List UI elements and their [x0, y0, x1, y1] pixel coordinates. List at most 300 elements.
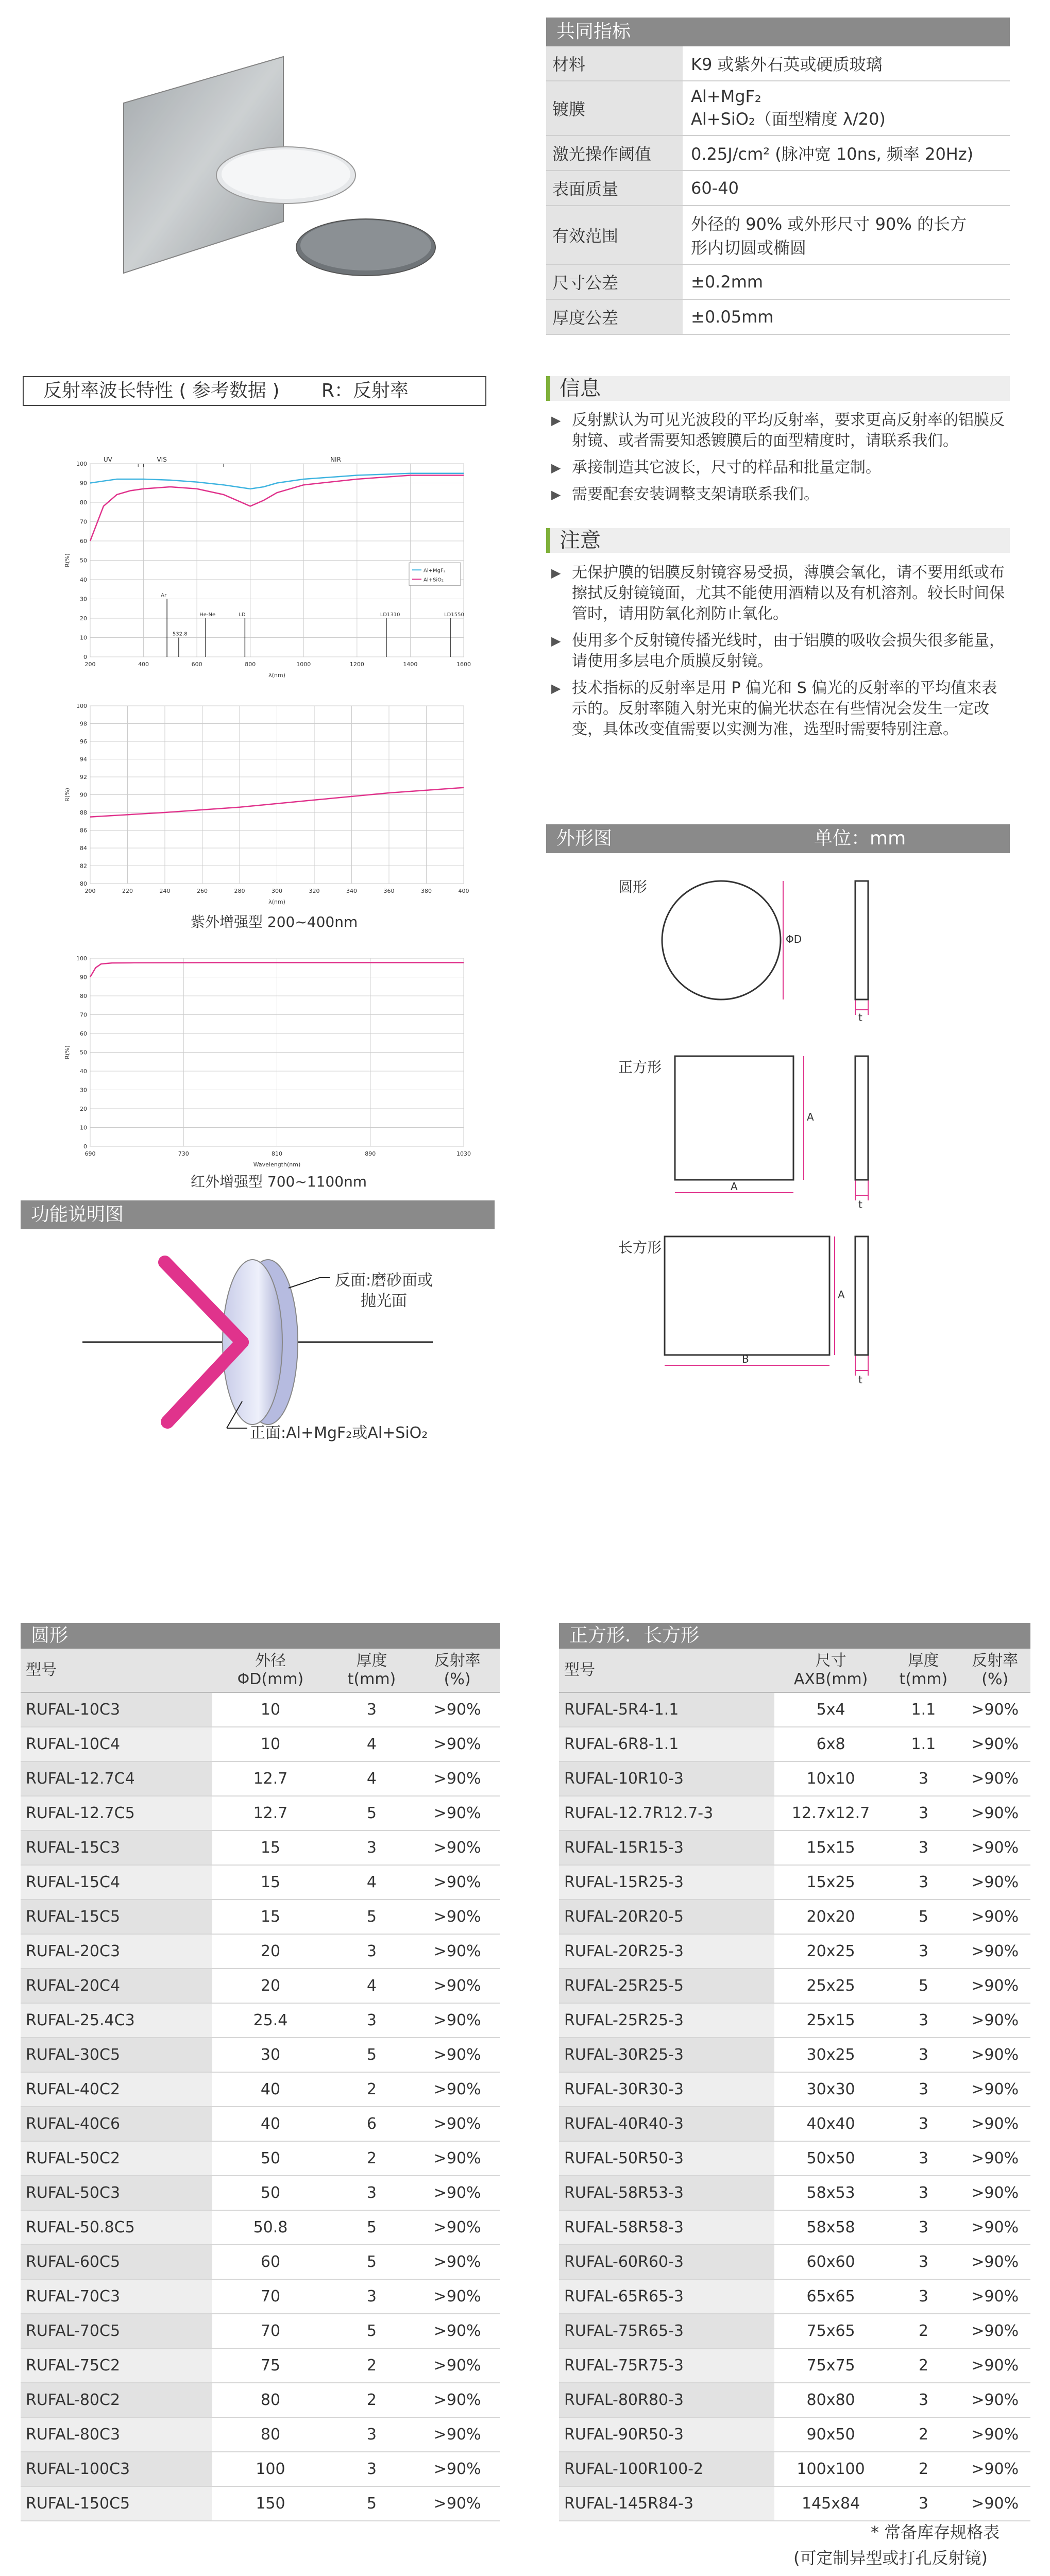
table-row	[559, 1831, 1030, 1865]
table-cell: 145x84	[774, 2486, 888, 2521]
table-cell: >90%	[959, 2314, 1030, 2348]
spec-value	[683, 206, 1010, 264]
spec-table	[546, 46, 1010, 335]
table-cell: >90%	[959, 2176, 1030, 2210]
table-cell: 20x25	[774, 1934, 888, 1969]
table-row	[559, 2210, 1030, 2245]
table-cell: 3	[887, 1831, 959, 1865]
table-cell: 15	[212, 1865, 328, 1900]
table-row	[559, 2038, 1030, 2072]
table-cell: 100	[212, 2452, 328, 2486]
table-cell: RUFAL-70C3	[21, 2279, 212, 2314]
x-tick-label: 1400	[403, 661, 418, 668]
x-axis-label: λ(nm)	[268, 899, 285, 905]
shape-header	[546, 824, 1010, 853]
reflectance-title-box	[23, 376, 486, 406]
table-cell: 100x100	[774, 2452, 888, 2486]
square-a-label: A	[807, 1111, 814, 1123]
table-header: 型号	[21, 1649, 212, 1692]
table-cell: 25.4	[212, 2003, 328, 2038]
table-cell: 75x75	[774, 2348, 888, 2383]
table-cell: 5	[329, 2486, 415, 2521]
table-cell: 5	[329, 2210, 415, 2245]
table-cell: >90%	[959, 2141, 1030, 2176]
y-tick-label: 94	[80, 756, 87, 763]
table-cell: RUFAL-15C3	[21, 1831, 212, 1865]
laser-label: Ar	[161, 592, 167, 599]
y-tick-label: 80	[80, 993, 87, 999]
spec-row	[546, 136, 1010, 171]
table-cell: 20	[212, 1969, 328, 2003]
table-cell: RUFAL-20R25-3	[559, 1934, 774, 1969]
table-row	[21, 2348, 500, 2383]
table-cell: 3	[887, 2245, 959, 2279]
table-cell: >90%	[959, 1831, 1030, 1865]
table-row	[559, 1900, 1030, 1934]
table-cell: 58x53	[774, 2176, 888, 2210]
y-axis-label: R(%)	[64, 553, 71, 567]
table-cell: RUFAL-15R15-3	[559, 1831, 774, 1865]
legend-label: Al+SiO₂	[424, 577, 444, 583]
table-cell: >90%	[959, 2348, 1030, 2383]
table-row	[559, 2417, 1030, 2452]
table-cell: >90%	[415, 2038, 500, 2072]
laser-label: LD1310	[380, 612, 400, 618]
table-cell: 6x8	[774, 1727, 888, 1761]
reflectance-chart-ir	[62, 948, 474, 1170]
x-tick-label: 1000	[296, 661, 311, 668]
table-cell: 3	[329, 1831, 415, 1865]
laser-label: LD1550	[444, 612, 464, 618]
table-cell: 2	[887, 2314, 959, 2348]
table-cell: >90%	[415, 2417, 500, 2452]
x-tick-label: 240	[159, 888, 171, 894]
table-cell: 4	[329, 1969, 415, 2003]
x-tick-label: 340	[346, 888, 357, 894]
table-cell: RUFAL-12.7C4	[21, 1761, 212, 1796]
y-tick-label: 10	[80, 1124, 87, 1131]
table-cell: RUFAL-150C5	[21, 2486, 212, 2521]
table-cell: 70	[212, 2314, 328, 2348]
table-row	[21, 2486, 500, 2521]
shape-square-label: 正方形	[618, 1059, 662, 1076]
table-cell: 5x4	[774, 1692, 888, 1727]
table-cell: RUFAL-40R40-3	[559, 2107, 774, 2141]
table-cell: RUFAL-145R84-3	[559, 2486, 774, 2521]
table-cell: >90%	[959, 1727, 1030, 1761]
table-row	[21, 1761, 500, 1796]
table-cell: 3	[887, 1934, 959, 1969]
table-cell: 30x30	[774, 2072, 888, 2107]
table-cell: 5	[329, 2245, 415, 2279]
table-row	[559, 1865, 1030, 1900]
table-cell: >90%	[959, 2279, 1030, 2314]
function-back-label: 反面:磨砂面或	[335, 1272, 433, 1290]
spec-value	[683, 171, 1010, 205]
table-row	[559, 1692, 1030, 1727]
table-row	[559, 1761, 1030, 1796]
table-row	[559, 2348, 1030, 2383]
y-tick-label: 84	[80, 845, 87, 852]
table-cell: 20	[212, 1934, 328, 1969]
y-tick-label: 100	[76, 955, 87, 962]
table-row	[21, 1727, 500, 1761]
list-item: ▶ 使用多个反射镜传播光线时，由于铝膜的吸收会损失很多能量，请使用多层电介质膜反射镜。	[551, 631, 1010, 672]
x-tick-label: 1200	[349, 661, 364, 668]
table-cell: RUFAL-15R25-3	[559, 1865, 774, 1900]
table-cell: >90%	[415, 2452, 500, 2486]
table-row	[21, 2210, 500, 2245]
table-cell: RUFAL-10R10-3	[559, 1761, 774, 1796]
laser-label: He-Ne	[199, 612, 216, 618]
y-tick-label: 80	[80, 880, 87, 887]
table-cell: 30	[212, 2038, 328, 2072]
table-cell: 3	[887, 2141, 959, 2176]
y-tick-label: 88	[80, 809, 87, 816]
x-tick-label: 1030	[456, 1150, 471, 1157]
table-row	[21, 2038, 500, 2072]
table-cell: RUFAL-50C3	[21, 2176, 212, 2210]
square-note-2: (可定制异型或打孔反射镜)	[793, 2548, 988, 2568]
table-cell: >90%	[415, 1831, 500, 1865]
spec-value-line: 形内切圆或椭圆	[691, 238, 807, 258]
table-row	[559, 2107, 1030, 2141]
table-row	[559, 1969, 1030, 2003]
table-cell: 4	[329, 1761, 415, 1796]
table-cell: 60x60	[774, 2245, 888, 2279]
y-tick-label: 0	[83, 1143, 87, 1150]
y-tick-label: 40	[80, 577, 87, 583]
table-cell: 3	[887, 2003, 959, 2038]
y-tick-label: 92	[80, 774, 87, 781]
table-cell: 3	[329, 2452, 415, 2486]
spec-key: 材料	[546, 46, 683, 80]
x-tick-label: 200	[84, 888, 96, 894]
list-item: ▶ 技术指标的反射率是用 P 偏光和 S 偏光的反射率的平均值来表示的。反射率随入射光束的偏光状态在有些情况会发生一定改变，具体改变值需要以实测为准，选型时需要特别注意。	[551, 678, 1010, 740]
table-cell: 50	[212, 2141, 328, 2176]
table-cell: 3	[887, 1796, 959, 1831]
y-tick-label: 100	[76, 703, 87, 709]
table-cell: 15x15	[774, 1831, 888, 1865]
table-cell: >90%	[415, 2314, 500, 2348]
table-row	[21, 1865, 500, 1900]
table-cell: RUFAL-20C4	[21, 1969, 212, 2003]
table-cell: >90%	[959, 2452, 1030, 2486]
table-cell: RUFAL-12.7C5	[21, 1796, 212, 1831]
table-row	[21, 2314, 500, 2348]
spec-key: 有效范围	[546, 206, 683, 264]
table-row	[21, 2072, 500, 2107]
table-cell: 20x20	[774, 1900, 888, 1934]
x-tick-label: 810	[272, 1150, 282, 1157]
x-axis-label: λ(nm)	[268, 672, 285, 679]
table-row	[21, 2003, 500, 2038]
table-cell: RUFAL-15C5	[21, 1900, 212, 1934]
x-tick-label: 260	[197, 888, 208, 894]
spec-row	[546, 300, 1010, 335]
table-cell: >90%	[415, 1969, 500, 2003]
table-cell: >90%	[959, 1761, 1030, 1796]
table-cell: >90%	[415, 2210, 500, 2245]
table-cell: 5	[887, 1900, 959, 1934]
table-cell: >90%	[959, 2245, 1030, 2279]
table-row	[21, 1796, 500, 1831]
table-row	[21, 1692, 500, 1727]
table-cell: RUFAL-50.8C5	[21, 2210, 212, 2245]
table-cell: >90%	[959, 1934, 1030, 1969]
table-cell: 50.8	[212, 2210, 328, 2245]
function-front-label: 正面:Al+MgF₂或Al+SiO₂	[250, 1424, 428, 1442]
table-cell: 2	[329, 2383, 415, 2417]
table-row	[21, 1969, 500, 2003]
y-tick-label: 70	[80, 1011, 87, 1019]
table-cell: RUFAL-25R25-3	[559, 2003, 774, 2038]
table-cell: RUFAL-50C2	[21, 2141, 212, 2176]
reflectance-r-label: R：反射率	[321, 380, 409, 401]
table-cell: RUFAL-50R50-3	[559, 2141, 774, 2176]
list-item: ▶ 反射默认为可见光波段的平均反射率，要求更高反射率的铝膜反射镜、或者需要知悉镀膜后的面型精度时，请联系我们。	[551, 410, 1010, 451]
y-tick-label: 40	[80, 1068, 87, 1075]
y-tick-label: 60	[80, 538, 87, 545]
table-header: 型号	[559, 1649, 774, 1692]
x-tick-label: 690	[84, 1150, 96, 1157]
table-cell: >90%	[415, 2107, 500, 2141]
y-tick-label: 60	[80, 1030, 87, 1037]
table-cell: 2	[887, 2452, 959, 2486]
rect-a-label: A	[838, 1289, 845, 1301]
shape-rect-label: 长方形	[618, 1239, 662, 1256]
table-cell: >90%	[959, 1865, 1030, 1900]
table-cell: 3	[329, 1934, 415, 1969]
table-cell: 12.7	[212, 1796, 328, 1831]
table-cell: 2	[329, 2141, 415, 2176]
ir-chart-caption: 红外增强型 700~1100nm	[191, 1173, 367, 1190]
round-table-header: 圆形	[21, 1623, 500, 1649]
legend-label: Al+MgF₂	[424, 568, 446, 574]
reflectance-title: 反射率波长特性 ( 参考数据 )	[43, 380, 280, 401]
table-cell: RUFAL-60C5	[21, 2245, 212, 2279]
square-a-bottom-label: A	[731, 1180, 738, 1193]
x-tick-label: 200	[84, 661, 96, 668]
table-row	[559, 2452, 1030, 2486]
table-row	[559, 2141, 1030, 2176]
table-cell: RUFAL-58R53-3	[559, 2176, 774, 2210]
table-cell: >90%	[959, 1969, 1030, 2003]
table-cell: RUFAL-70C5	[21, 2314, 212, 2348]
table-cell: 75x65	[774, 2314, 888, 2348]
reflectance-chart-main	[62, 453, 474, 680]
table-cell: 12.7	[212, 1761, 328, 1796]
table-cell: >90%	[959, 2038, 1030, 2072]
table-header: 外径 ΦD(mm)	[212, 1649, 328, 1692]
y-tick-label: 82	[80, 862, 87, 870]
shape-title: 外形图	[556, 828, 613, 849]
y-tick-label: 50	[80, 1049, 87, 1056]
spec-value-line: 60-40	[691, 178, 739, 198]
x-tick-label: 730	[178, 1150, 189, 1157]
table-cell: 15	[212, 1831, 328, 1865]
circle-t-label: t	[858, 1011, 862, 1024]
table-cell: 3	[887, 1865, 959, 1900]
square-table-header: 正方形．长方形	[559, 1623, 1030, 1649]
spec-value-line: Al+MgF₂	[691, 87, 761, 106]
band-label: UV	[103, 456, 112, 463]
table-cell: 40	[212, 2072, 328, 2107]
shape-unit: 单位：mm	[814, 828, 906, 849]
x-tick-label: 890	[365, 1150, 376, 1157]
table-row	[21, 2279, 500, 2314]
table-cell: >90%	[959, 2072, 1030, 2107]
info-title: 信息	[546, 376, 1010, 401]
table-header: 反射率 (%)	[959, 1649, 1030, 1692]
table-cell: >90%	[415, 2141, 500, 2176]
table-cell: >90%	[415, 2279, 500, 2314]
table-row	[21, 1831, 500, 1865]
table-cell: RUFAL-75R65-3	[559, 2314, 774, 2348]
x-tick-label: 1600	[456, 661, 471, 668]
spec-row	[546, 46, 1010, 81]
x-tick-label: 280	[234, 888, 245, 894]
table-cell: >90%	[415, 1865, 500, 1900]
table-cell: 50	[212, 2176, 328, 2210]
y-tick-label: 0	[83, 654, 87, 660]
spec-key: 表面质量	[546, 171, 683, 205]
x-tick-label: 400	[138, 661, 149, 668]
spec-row	[546, 171, 1010, 206]
table-cell: 3	[887, 2383, 959, 2417]
table-cell: 2	[887, 2417, 959, 2452]
x-tick-label: 300	[272, 888, 282, 894]
table-cell: RUFAL-25.4C3	[21, 2003, 212, 2038]
band-label: NIR	[330, 456, 341, 463]
table-header: 厚度 t(mm)	[887, 1649, 959, 1692]
table-cell: RUFAL-80C3	[21, 2417, 212, 2452]
table-row	[559, 2003, 1030, 2038]
table-cell: 60	[212, 2245, 328, 2279]
spec-value-line: 外径的 90% 或外形尺寸 90% 的长方	[691, 214, 967, 234]
function-back-label-2: 抛光面	[361, 1292, 407, 1310]
spec-key: 尺寸公差	[546, 265, 683, 299]
list-item: ▶ 无保护膜的铝膜反射镜容易受损，薄膜会氧化，请不要用纸或布擦拭反射镜镜面，尤其不能使用酒精以及有机溶剂。较长时间保管时，请用防氧化剂防止氧化。	[551, 563, 1010, 624]
x-tick-label: 380	[421, 888, 432, 894]
table-cell: 15x25	[774, 1865, 888, 1900]
table-cell: RUFAL-75C2	[21, 2348, 212, 2383]
y-tick-label: 30	[80, 596, 87, 603]
y-tick-label: 10	[80, 634, 87, 641]
table-cell: 40x40	[774, 2107, 888, 2141]
table-cell: 30x25	[774, 2038, 888, 2072]
product-image	[103, 52, 474, 294]
table-cell: 150	[212, 2486, 328, 2521]
table-header: 厚度 t(mm)	[329, 1649, 415, 1692]
x-tick-label: 320	[309, 888, 320, 894]
table-cell: >90%	[959, 2210, 1030, 2245]
band-label: VIS	[157, 456, 167, 463]
table-cell: RUFAL-5R4-1.1	[559, 1692, 774, 1727]
table-cell: RUFAL-100C3	[21, 2452, 212, 2486]
table-row	[21, 2141, 500, 2176]
x-tick-label: 220	[122, 888, 133, 894]
spec-value-line: K9 或紫外石英或硬质玻璃	[691, 55, 883, 74]
table-cell: 40	[212, 2107, 328, 2141]
square-table	[559, 1649, 1030, 2521]
table-cell: >90%	[415, 2245, 500, 2279]
info-list	[551, 410, 1010, 511]
y-tick-label: 70	[80, 518, 87, 526]
table-row	[559, 1727, 1030, 1761]
table-cell: 3	[887, 2210, 959, 2245]
circle-phi-label: ΦD	[786, 933, 802, 945]
table-cell: 3	[329, 2176, 415, 2210]
table-cell: 10	[212, 1692, 328, 1727]
y-tick-label: 96	[80, 738, 87, 745]
y-tick-label: 30	[80, 1087, 87, 1094]
table-cell: RUFAL-80R80-3	[559, 2383, 774, 2417]
y-tick-label: 100	[76, 461, 87, 467]
table-cell: RUFAL-30C5	[21, 2038, 212, 2072]
table-cell: RUFAL-30R30-3	[559, 2072, 774, 2107]
table-cell: 3	[887, 2072, 959, 2107]
table-cell: >90%	[415, 1761, 500, 1796]
table-cell: 10x10	[774, 1761, 888, 1796]
table-cell: RUFAL-60R60-3	[559, 2245, 774, 2279]
spec-value	[683, 46, 1010, 80]
table-cell: 15	[212, 1900, 328, 1934]
table-cell: 50x50	[774, 2141, 888, 2176]
table-cell: 3	[887, 2486, 959, 2521]
table-cell: RUFAL-75R75-3	[559, 2348, 774, 2383]
table-cell: >90%	[959, 2417, 1030, 2452]
table-cell: 58x58	[774, 2210, 888, 2245]
x-tick-label: 800	[245, 661, 256, 668]
y-tick-label: 86	[80, 827, 87, 834]
table-cell: RUFAL-20C3	[21, 1934, 212, 1969]
spec-row	[546, 265, 1010, 300]
table-cell: >90%	[415, 1692, 500, 1727]
table-row	[21, 2107, 500, 2141]
spec-value	[683, 136, 1010, 170]
y-tick-label: 90	[80, 791, 87, 799]
table-cell: 3	[887, 1761, 959, 1796]
x-tick-label: 600	[191, 661, 202, 668]
table-cell: 90x50	[774, 2417, 888, 2452]
table-cell: >90%	[415, 1796, 500, 1831]
table-cell: 1.1	[887, 1692, 959, 1727]
table-cell: RUFAL-10C3	[21, 1692, 212, 1727]
spec-value-line: ±0.05mm	[691, 307, 774, 327]
table-cell: >90%	[959, 2107, 1030, 2141]
spec-key: 厚度公差	[546, 300, 683, 334]
table-cell: >90%	[415, 2348, 500, 2383]
table-cell: RUFAL-90R50-3	[559, 2417, 774, 2452]
x-axis-label: Wavelength(nm)	[253, 1161, 301, 1168]
table-cell: 10	[212, 1727, 328, 1761]
uv-chart-caption: 紫外增强型 200~400nm	[191, 913, 358, 930]
table-row	[559, 2314, 1030, 2348]
table-cell: >90%	[415, 2383, 500, 2417]
table-cell: >90%	[959, 1796, 1030, 1831]
table-row	[21, 1934, 500, 1969]
table-cell: >90%	[415, 2176, 500, 2210]
laser-label: LD	[239, 612, 246, 618]
table-cell: RUFAL-80C2	[21, 2383, 212, 2417]
table-row	[559, 1796, 1030, 1831]
table-cell: RUFAL-100R100-2	[559, 2452, 774, 2486]
list-item: ▶ 承接制造其它波长，尺寸的样品和批量定制。	[551, 457, 1010, 478]
table-cell: >90%	[415, 2072, 500, 2107]
table-row	[21, 2383, 500, 2417]
table-row	[559, 2176, 1030, 2210]
